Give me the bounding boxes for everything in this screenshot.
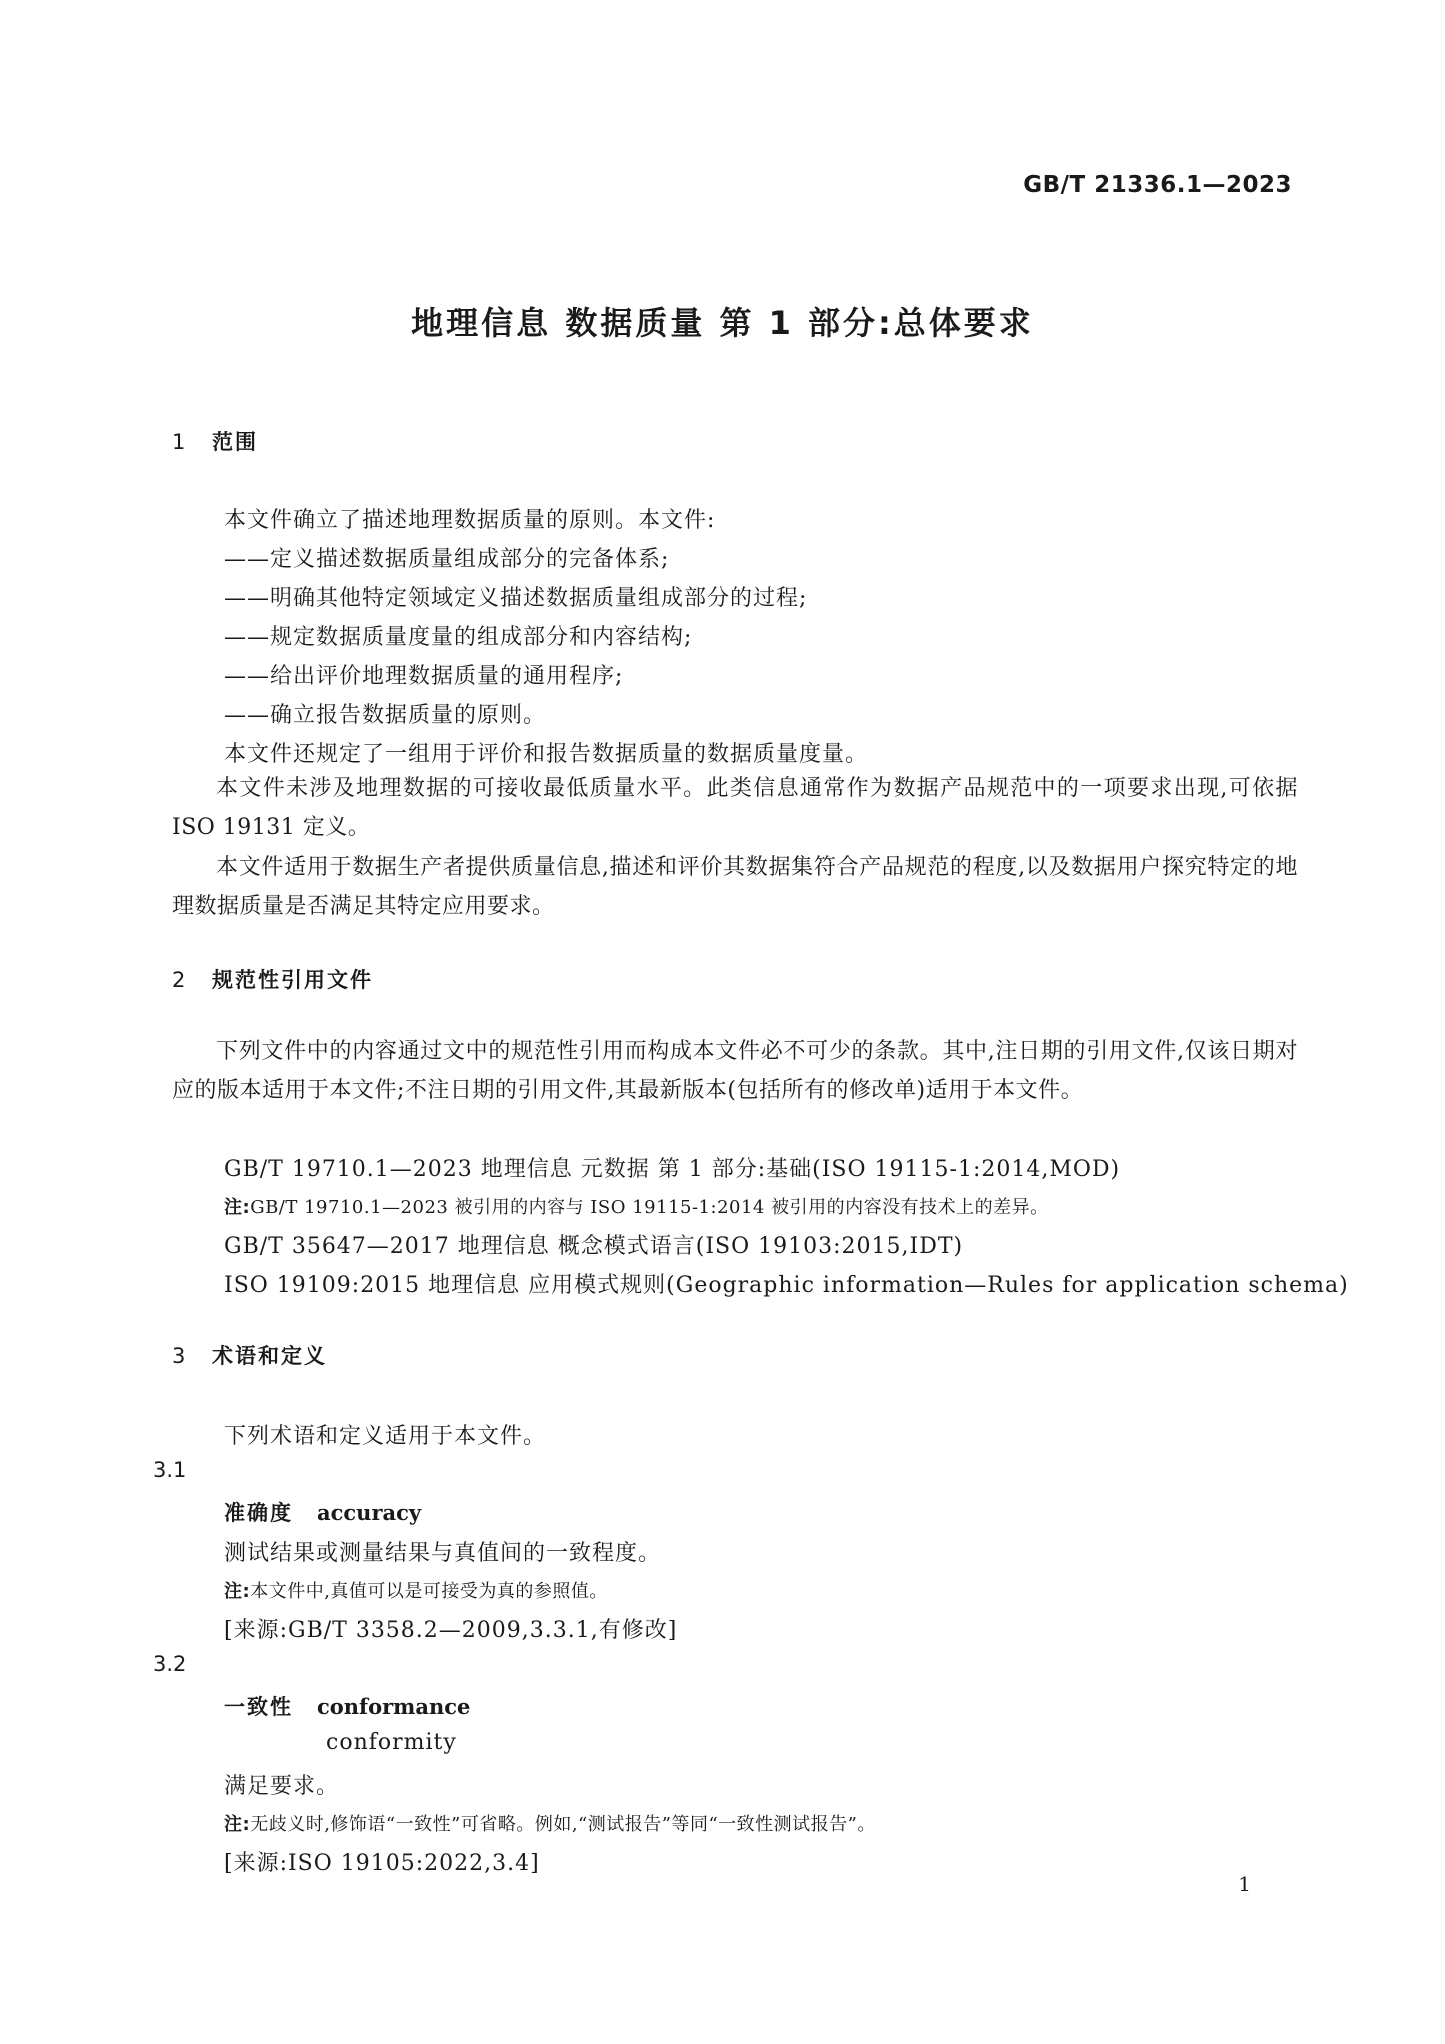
references-intro: 下列文件中的内容通过文中的规范性引用而构成本文件必不可少的条款。其中,注日期的引用文件,仅该日期对应的版本适用于本文件;不注日期的引用文件,其最新版本(包括所有的修改单)适用于本文件。	[172, 1039, 1298, 1103]
scope-intro: 本文件确立了描述地理数据质量的原则。本文件:	[224, 508, 716, 533]
term-entry	[224, 1497, 421, 1527]
note-text: 本文件中,真值可以是可接受为真的参照值。	[250, 1581, 608, 1602]
section-number: 1	[172, 430, 188, 454]
section-title: 范围	[212, 430, 258, 454]
term-definition: 测试结果或测量结果与真值间的一致程度。	[224, 1541, 662, 1566]
reference-note	[224, 1193, 1049, 1219]
term-entry	[224, 1691, 470, 1721]
term-note	[224, 1577, 608, 1603]
term-alt: conformity	[326, 1730, 457, 1755]
note-text: GB/T 19710.1—2023 被引用的内容与 ISO 19115-1:2014 被引用的内容没有技术上的差异。	[250, 1197, 1049, 1218]
term-source: [来源:ISO 19105:2022,3.4]	[224, 1851, 540, 1876]
scope-item: ——规定数据质量度量的组成部分和内容结构;	[224, 625, 693, 650]
scope-paragraph: 本文件适用于数据生产者提供质量信息,描述和评价其数据集符合产品规范的程度,以及数据用户探究特定的地理数据质量是否满足其特定应用要求。	[172, 855, 1298, 919]
scope-item: ——给出评价地理数据质量的通用程序;	[224, 664, 624, 689]
scope-paragraph: 本文件还规定了一组用于评价和报告数据质量的数据质量度量。	[224, 742, 869, 767]
section-title: 术语和定义	[212, 1344, 327, 1368]
scope-item: ——确立报告数据质量的原则。	[224, 703, 547, 728]
section-heading-normative-references	[172, 964, 373, 994]
note-label: 注:	[224, 1197, 251, 1218]
term-zh: 一致性	[224, 1695, 293, 1719]
term-zh: 准确度	[224, 1501, 293, 1525]
scope-item: ——定义描述数据质量组成部分的完备体系;	[224, 547, 670, 572]
term-note	[224, 1810, 876, 1836]
term-en: accuracy	[317, 1500, 422, 1525]
standard-id: GB/T 21336.1—2023	[1023, 172, 1292, 198]
document-title: 地理信息 数据质量 第 1 部分:总体要求	[411, 304, 1034, 342]
page-number: 1	[1238, 1872, 1251, 1896]
term-definition: 满足要求。	[224, 1774, 340, 1799]
terms-intro: 下列术语和定义适用于本文件。	[224, 1424, 547, 1449]
section-number: 3	[172, 1344, 188, 1368]
note-label: 注:	[224, 1581, 251, 1602]
term-source: [来源:GB/T 3358.2—2009,3.3.1,有修改]	[224, 1618, 678, 1643]
reference-entry: GB/T 35647—2017 地理信息 概念模式语言(ISO 19103:2015,IDT)	[224, 1234, 964, 1259]
scope-paragraph: 本文件未涉及地理数据的可接收最低质量水平。此类信息通常作为数据产品规范中的一项要求出现,可依据 ISO 19131 定义。	[172, 776, 1298, 840]
term-en: conformance	[317, 1694, 471, 1719]
section-number: 2	[172, 968, 188, 992]
section-title: 规范性引用文件	[212, 968, 373, 992]
note-label: 注:	[224, 1814, 251, 1835]
scope-item: ——明确其他特定领域定义描述数据质量组成部分的过程;	[224, 586, 808, 611]
note-text: 无歧义时,修饰语“一致性”可省略。例如,“测试报告”等同“一致性测试报告”。	[250, 1814, 876, 1835]
reference-entry: ISO 19109:2015 地理信息 应用模式规则(Geographic information—Rules for application schema)	[224, 1273, 1349, 1298]
section-heading-terms	[172, 1340, 327, 1370]
section-heading-scope	[172, 426, 258, 456]
term-number: 3.2	[153, 1652, 187, 1676]
term-number: 3.1	[153, 1458, 187, 1482]
reference-entry: GB/T 19710.1—2023 地理信息 元数据 第 1 部分:基础(ISO 19115-1:2014,MOD)	[224, 1157, 1121, 1182]
